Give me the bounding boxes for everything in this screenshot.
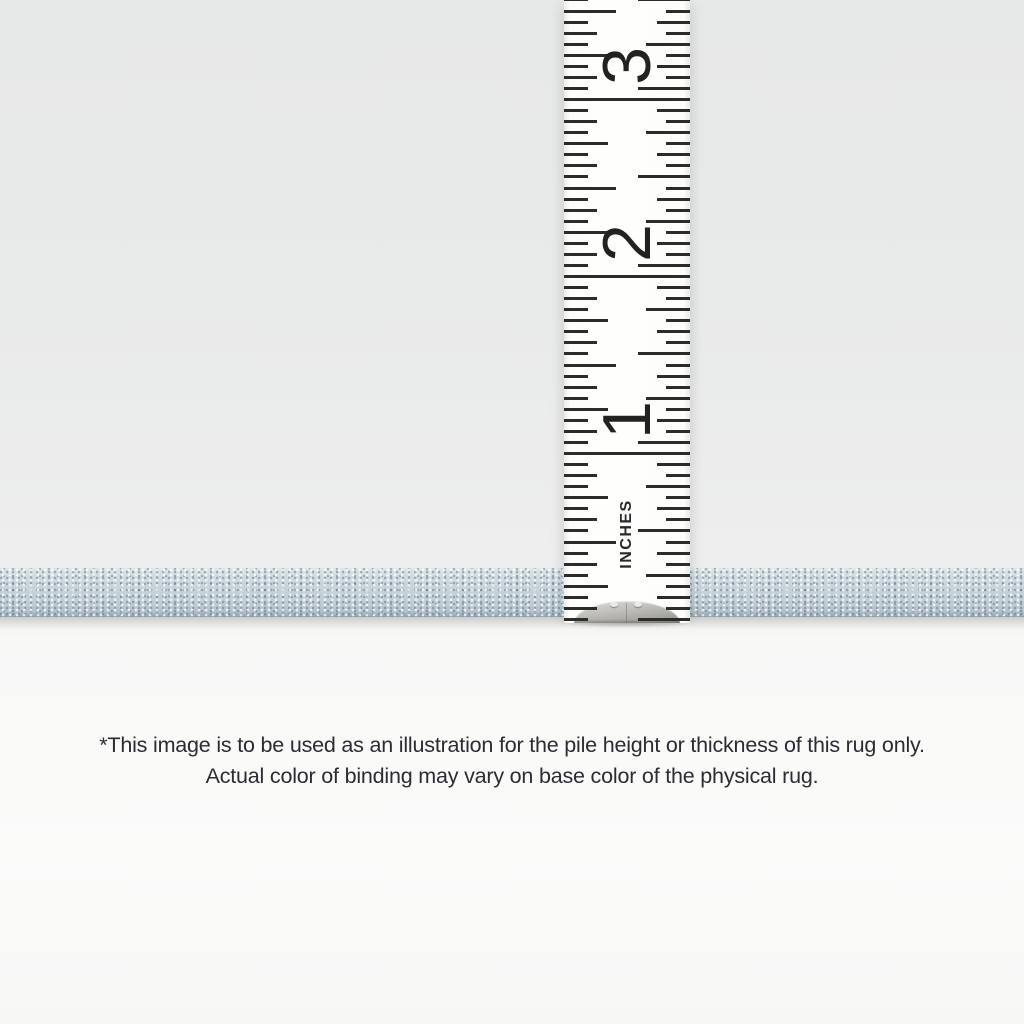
ruler-tick (657, 552, 690, 555)
metal-tab-rivet (610, 602, 618, 607)
ruler-tick (564, 142, 608, 145)
ruler-tick (564, 297, 597, 300)
ruler-tick (657, 153, 690, 156)
ruler-inches-label: INCHES (618, 499, 635, 569)
ruler-tick (564, 10, 616, 13)
floor-background (0, 617, 1024, 1024)
ruler-tick (638, 352, 690, 355)
rug-contact-shadow (0, 617, 1024, 629)
ruler-tick (564, 607, 597, 610)
ruler-tick (666, 187, 690, 190)
ruler-tick (564, 131, 588, 134)
disclaimer-text (0, 730, 1024, 792)
ruler-tick (564, 308, 588, 311)
ruler-tick (666, 563, 690, 566)
ruler-tick (666, 496, 690, 499)
ruler-tick (657, 596, 690, 599)
ruler-tick (564, 352, 588, 355)
ruler-tick (657, 507, 690, 510)
ruler-inch-number: 2 (589, 224, 665, 262)
ruler-tick (564, 120, 597, 123)
ruler-inch-number: 1 (589, 401, 665, 439)
disclaimer-line-2: Actual color of binding may vary on base color of the physical rug. (205, 764, 819, 788)
ruler-tick (564, 474, 597, 477)
ruler-tick (666, 364, 690, 367)
ruler-tick (657, 330, 690, 333)
ruler-tick (638, 0, 690, 1)
ruler-tick (666, 142, 690, 145)
ruler-tick (564, 585, 608, 588)
ruler-tick (666, 518, 690, 521)
ruler (564, 0, 690, 623)
ruler-tick (666, 10, 690, 13)
ruler-tick (666, 541, 690, 544)
ruler-tick (666, 297, 690, 300)
ruler-tick (666, 164, 690, 167)
ruler-tick (646, 131, 690, 134)
ruler-tick (646, 308, 690, 311)
ruler-tick (564, 153, 588, 156)
ruler-tick (666, 585, 690, 588)
ruler-tick (564, 596, 588, 599)
ruler-tick (564, 341, 597, 344)
ruler-tick (564, 485, 588, 488)
rug-pile-cross-section (0, 568, 1024, 617)
ruler-tick (564, 529, 588, 532)
ruler-tick (564, 187, 616, 190)
ruler-tick (564, 518, 597, 521)
ruler-tick (564, 330, 588, 333)
ruler-tick (564, 574, 588, 577)
ruler-tick (666, 120, 690, 123)
ruler-tick (564, 618, 588, 621)
ruler-tick (564, 552, 588, 555)
ruler-tick (646, 574, 690, 577)
metal-tab-rivet (634, 602, 642, 607)
ruler-tick (564, 496, 608, 499)
ruler-tick (638, 618, 690, 621)
ruler-tick (666, 474, 690, 477)
ruler-tick (564, 507, 588, 510)
ruler-tick (564, 175, 588, 178)
ruler-tick (638, 175, 690, 178)
ruler-tick (666, 607, 690, 610)
ruler-tick (564, 164, 597, 167)
ruler-tick (564, 364, 616, 367)
ruler-tick (666, 341, 690, 344)
ruler-tick (564, 541, 616, 544)
ruler-tick (564, 0, 588, 1)
ruler-tick (638, 529, 690, 532)
ruler-tick (666, 319, 690, 322)
ruler-tick (564, 563, 597, 566)
ruler-tick (564, 319, 608, 322)
disclaimer-line-1: *This image is to be used as an illustration for the pile height or thickness of this rug only. (99, 733, 925, 757)
ruler-inch-number: 3 (589, 47, 665, 85)
ruler-tick (646, 485, 690, 488)
